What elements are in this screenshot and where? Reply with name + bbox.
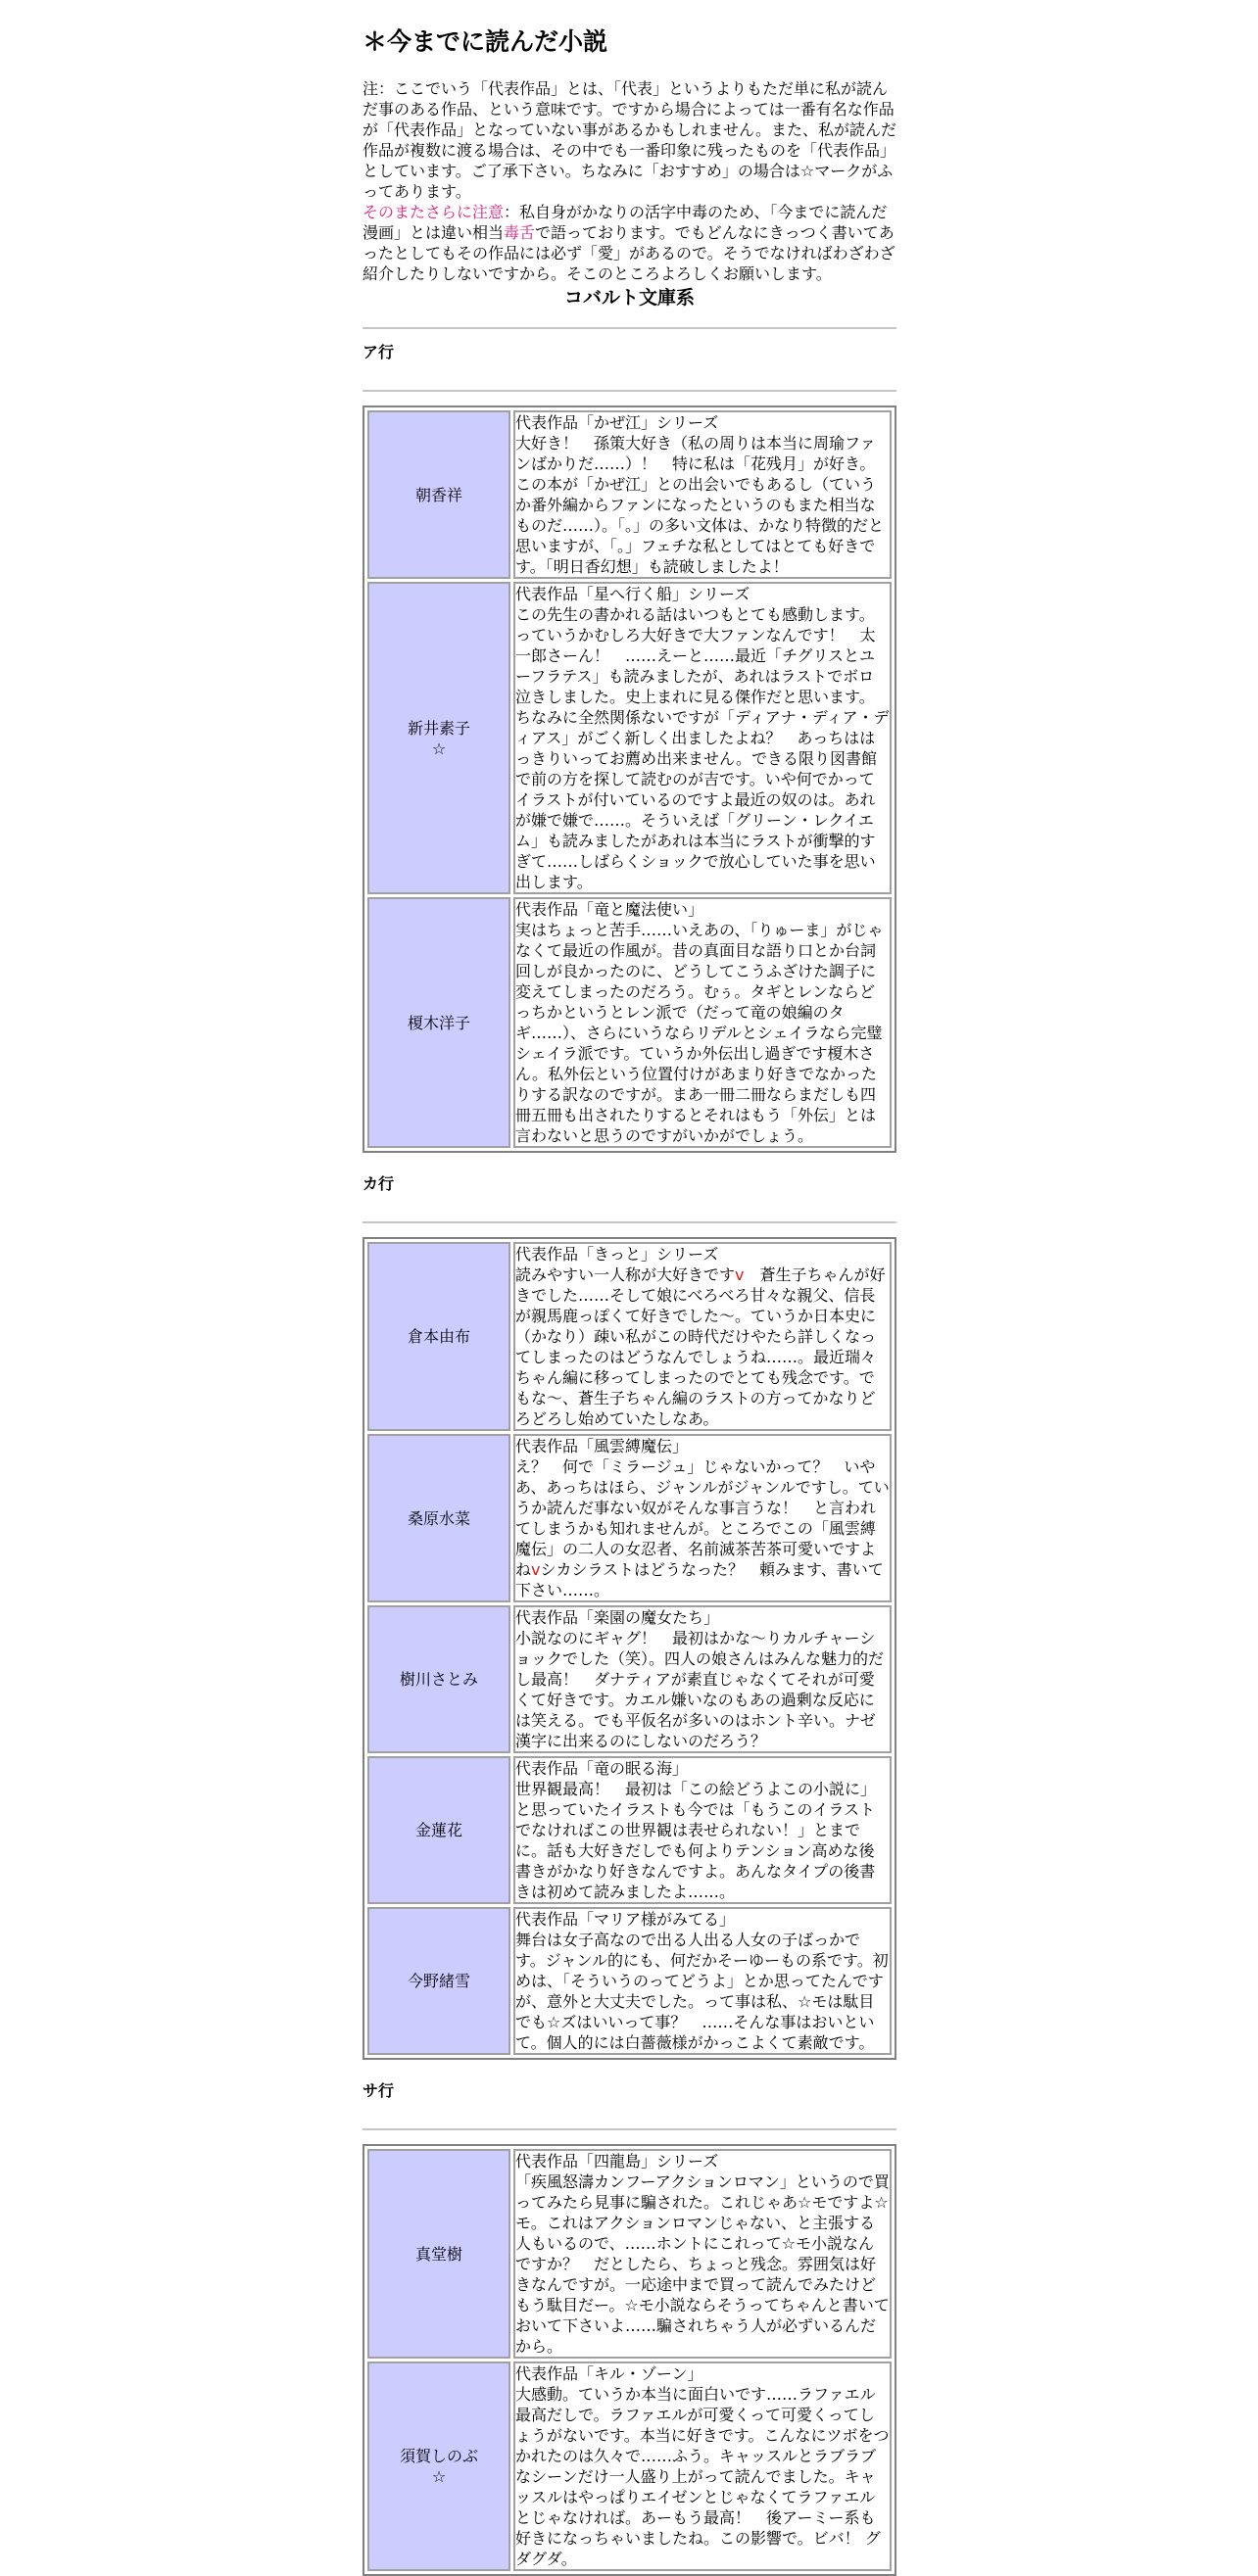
works-table-a <box>363 405 896 1153</box>
intro-notes <box>363 78 896 284</box>
author-cell <box>367 2361 510 2571</box>
heart-mark: v <box>735 1265 745 1284</box>
work-cell <box>513 1907 892 2055</box>
author-name: 倉本由布 <box>407 1327 470 1346</box>
work-comment: 読みやすい一人称が大好きです <box>515 1265 736 1284</box>
author-name: 榎木洋子 <box>407 1013 470 1032</box>
work-title: 代表作品「マリア様がみてる」 <box>515 1910 736 1929</box>
divider <box>363 1221 896 1223</box>
group-heading-a: ア行 <box>363 343 395 361</box>
work-title: 代表作品「かぜ江」シリーズ <box>515 413 719 432</box>
author-cell <box>367 1756 510 1904</box>
work-comment: 舞台は女子高なので出る人出る人女の子ばっかです。ジャンル的にも、何だかそーゆーもの系です。初めは、「そういうのってどうよ」とか思ってたんですが、意外と大丈夫でした。って事は私、☆モは駄目でも☆ズはいいって事？ ……そんな事はおいといて。個人的には白薔薇様がかっこよくて素敵です。 <box>515 1931 889 2052</box>
group-heading-sa: サ行 <box>363 2081 395 2100</box>
author-cell <box>367 1907 510 2055</box>
table-row <box>367 897 892 1148</box>
author-cell <box>367 582 510 894</box>
work-title: 代表作品「竜と魔法使い」 <box>515 900 704 919</box>
work-title: 代表作品「風雲縛魔伝」 <box>515 1437 689 1455</box>
table-row <box>367 410 892 579</box>
work-comment: 大好き！ 孫策大好き（私の周りは本当に周瑜ファンばかりだ……）！ 特に私は「花残月」が好き。この本が「かぜ江」との出会いでもあるし（ていうか番外編からファンになったというのもまた相当なものだ……）。「。」の多い文体は、かなり特徴的だと思いますが、「。」フェチな私としてはとても好きです。「明日香幻想」も読破しましたよ！ <box>515 434 885 576</box>
author-cell <box>367 897 510 1148</box>
work-title: 代表作品「キル・ゾーン」 <box>515 2364 703 2383</box>
work-comment-cont: シカシラストはどうなった？ 頼みます、書いて下さい……。 <box>515 1560 884 1599</box>
work-cell <box>513 897 892 1148</box>
author-cell <box>367 1242 510 1431</box>
work-comment: 実はちょっと苦手……いえあの、「りゅーま」がじゃなくて最近の作風が。昔の真面目な語り口とか台詞回しが良かったのに、どうしてこうふざけた調子に変えてしまったのだろう。むぅ。タギとレンならどっちかというとレン派で（だって竜の娘編のタギ……）、さらにいうならリデルとシェイラなら完璧シェイラ派です。ていうか外伝出し過ぎです榎木さん。私外伝という位置付けがあまり好きでなかったりする訳なのですが。まあ一冊二冊ならまだしも四冊五冊も出されたりするとそれはもう「外伝」とは言わないと思うのですがいかがでしょう。 <box>515 921 884 1145</box>
work-cell <box>513 1434 892 1602</box>
table-row <box>367 1756 892 1904</box>
page-content <box>363 0 896 2576</box>
divider <box>363 2128 896 2130</box>
author-name: 須賀しのぶ <box>399 2447 478 2465</box>
works-table-ka <box>363 1237 896 2060</box>
work-title: 代表作品「きっと」シリーズ <box>515 1245 719 1264</box>
author-cell <box>367 2149 510 2359</box>
page-title: ＊今までに読んだ小説 <box>363 27 608 56</box>
author-cell <box>367 410 510 579</box>
table-row <box>367 1605 892 1753</box>
table-row <box>367 2361 892 2571</box>
work-comment: 世界観最高！ 最初は「この絵どうよこの小説に」と思っていたイラストも今では「もうこのイラストでなければこの世界観は表せられない！」とまでに。話も大好きだしでも何よりテンション高めな後書きがかなり好きなんですよ。あんなタイプの後書きは初めて読みましたよ……。 <box>515 1780 877 1901</box>
author-name: 桑原水菜 <box>407 1508 470 1528</box>
caution-text-b: で語っております。でもどんなにきっつく書いてあったとしてもその作品には必ず「愛」があるので。そうでなければわざわざ紹介したりしないですから。そこのところよろしくお願いします。 <box>363 223 895 283</box>
author-name: 樹川さとみ <box>399 1670 478 1689</box>
work-cell <box>513 1242 892 1431</box>
section-title: コバルト文庫系 <box>563 287 695 309</box>
work-comment: 「疾風怒濤カンフーアクションロマン」というので買ってみたら見事に騙された。これじゃあ☆モですよ☆モ。これはアクションロマンじゃない、と主張する人もいるので、……ホントにこれって☆モ小説なんですか？ だとしたら、ちょっと残念。雰囲気は好きなんですが。一応途中まで買って読んでみたけどもう駄目だー。☆モ小説ならそうってちゃんと書いておいて下さいよ……騙されちゃう人が必ずいるんだから。 <box>515 2172 890 2356</box>
intro-note-1: 注：ここでいう「代表作品」とは、「代表」というよりもただ単に私が読んだ事のある作品、という意味です。ですから場合によっては一番有名な作品が「代表作品」となっていない事があるかもしれません。また、私が読んだ作品が複数に渡る場合は、その中でも一番印象に残ったものを「代表作品」としています。ご了承下さい。ちなみに「おすすめ」の場合は☆マークがふってあります。 <box>363 79 896 201</box>
author-name: 今野緒雪 <box>407 1972 470 1990</box>
works-table-sa <box>363 2144 896 2576</box>
group-heading-ka: カ行 <box>363 1174 395 1193</box>
work-comment: この先生の書かれる話はいつもとても感動します。っていうかむしろ大好きで大ファンなんです！ 太一郎さーん！ ……えーと……最近「チグリスとユーフラテス」も読みましたが、あれはラストでボロ泣きしました。史上まれに見る傑作だと思います。ちなみに全然関係ないですが「ディアナ・ディア・ディアス」がごく新しく出ましたよね？ あっちははっきりいってお薦め出来ません。できる限り図書館で前の方を探して読むのが吉です。いや何でかってイラストが付いているのですよ最近の奴のは。あれが嫌で嫌で……。そういえば「グリーン・レクイエム」も読みましたがあれは本当にラストが衝撃的すぎて……しばらくショックで放心していた事を思い出します。 <box>515 605 890 891</box>
caution-emphasis: 毒舌 <box>504 223 536 242</box>
work-comment: え？ 何で「ミラージュ」じゃないかって？ いやあ、あっちはほら、ジャンルがジャンルですし。ていうか読んだ事ない奴がそんな事言うな！ と言われてしまうかも知れませんが。ところでこの「風雲縛魔伝」の二人の女忍者、名前滅茶苦茶可愛いですよね <box>515 1457 890 1579</box>
work-title: 代表作品「四龍島」シリーズ <box>515 2152 719 2171</box>
author-cell <box>367 1434 510 1602</box>
work-cell <box>513 2149 892 2359</box>
intro-note-2 <box>363 202 896 284</box>
caution-label: そのまたさらに注意 <box>363 203 505 221</box>
table-row <box>367 582 892 894</box>
author-name: 新井素子 <box>407 718 470 738</box>
author-cell <box>367 1605 510 1753</box>
work-title: 代表作品「星へ行く船」シリーズ <box>515 585 750 603</box>
heart-mark: v <box>531 1560 541 1579</box>
work-comment: 小説なのにギャグ！ 最初はかな～りカルチャーショックでした（笑）。四人の娘さんはみんな魅力的だし最高！ ダナティアが素直じゃなくてそれが可愛くて好きです。カエル嫌いなのもあの過剰な反応には笑える。でも平仮名が多いのはホント辛い。ナゼ漢字に出来るのにしないのだろう？ <box>515 1629 885 1750</box>
divider <box>363 390 896 392</box>
work-cell <box>513 410 892 579</box>
caution-text-a: ：私自身がかなりの活字中毒のため、「今までに読んだ漫画」とは違い相当 <box>363 203 888 242</box>
work-title: 代表作品「竜の眠る海」 <box>515 1759 689 1778</box>
work-cell <box>513 1605 892 1753</box>
work-cell <box>513 582 892 894</box>
recommend-star: ☆ <box>431 739 447 758</box>
table-row <box>367 1434 892 1602</box>
author-name: 真堂樹 <box>414 2244 462 2264</box>
table-row <box>367 2149 892 2359</box>
work-title: 代表作品「楽園の魔女たち」 <box>515 1608 720 1627</box>
work-comment-cont: 蒼生子ちゃんが好きでした……そして娘にべろべろ甘々な親父、信長が親馬鹿っぽくて好きでした～。ていうか日本史に（かなり）疎い私がこの時代だけやたら詳しくなってしまったのはどうなんでしょうね……。最近瑞々ちゃん編に移ってしまったのでとても残念です。でもな～、蒼生子ちゃん編のラストの方ってかなりどろどろし始めていたしなあ。 <box>515 1265 886 1428</box>
work-cell <box>513 2361 892 2571</box>
work-cell <box>513 1756 892 1904</box>
divider <box>363 327 896 329</box>
author-name: 朝香祥 <box>414 485 462 504</box>
work-comment: 大感動。ていうか本当に面白いです……ラファエル最高だしで。ラファエルが可愛くって可愛くってしょうがないです。本当に好きです。こんなにツボをつかれたのは久々で……ふう。キャッスルとラブラブなシーンだけ一人盛り上がって読んでました。キャッスルはやっぱりエイゼンとじゃなくてラファエルとじゃなければ。あーもう最高！ 後アーミー系も好きになっちゃいましたね。この影響で。ビバ！ グダグダ。 <box>515 2385 890 2568</box>
recommend-star: ☆ <box>431 2467 447 2486</box>
table-row <box>367 1242 892 1431</box>
author-name: 金蓮花 <box>414 1821 462 1839</box>
table-row <box>367 1907 892 2055</box>
